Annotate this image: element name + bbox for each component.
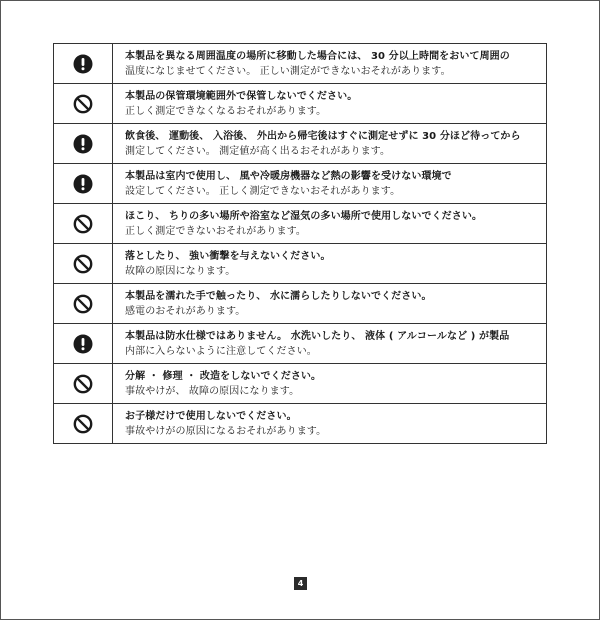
icon-cell <box>54 324 113 364</box>
caution-text-cell <box>113 364 547 404</box>
caution-text-cell <box>113 324 547 364</box>
caution-row <box>54 364 547 404</box>
caution-text-line-2: 測定してください。 測定値が高く出るおそれがあります。 <box>125 145 391 157</box>
caution-text-line-2: 事故やけが、 故障の原因になります。 <box>125 385 300 397</box>
caution-text-line-1: 分解 ・ 修理 ・ 改造をしないでください。 <box>125 370 322 382</box>
caution-text-cell <box>113 44 547 84</box>
icon-cell <box>54 164 113 204</box>
caution-text-cell <box>113 124 547 164</box>
caution-text-line-1: 本製品は室内で使用し、 風や冷暖房機器など熱の影響を受けない環境で <box>125 170 452 182</box>
exclamation-icon <box>54 134 112 154</box>
prohibition-icon <box>54 294 112 314</box>
caution-row <box>54 124 547 164</box>
prohibition-icon <box>54 214 112 234</box>
caution-text-line-2: 設定してください。 正しく測定できないおそれがあります。 <box>125 185 401 197</box>
caution-text-line-2: 内部に入らないように注意してください。 <box>125 345 317 357</box>
caution-text-line-1: 本製品を濡れた手で触ったり、 水に濡らしたりしないでください。 <box>125 290 432 302</box>
caution-text-line-1: 本製品は防水仕様ではありません。 水洗いしたり、 液体 ( アルコールなど ) が製品 <box>125 330 510 342</box>
caution-text-line-1: 本製品を異なる周囲温度の場所に移動した場合には、 30 分以上時間をおいて周囲の <box>125 50 510 62</box>
caution-text-cell <box>113 284 547 324</box>
icon-cell <box>54 204 113 244</box>
caution-text-line-2: 正しく測定できなくなるおそれがあります。 <box>125 105 327 117</box>
icon-cell <box>54 124 113 164</box>
icon-cell <box>54 364 113 404</box>
caution-row <box>54 404 547 444</box>
caution-text-cell <box>113 164 547 204</box>
prohibition-icon <box>54 374 112 394</box>
caution-text-line-2: 事故やけがの原因になるおそれがあります。 <box>125 425 327 437</box>
icon-cell <box>54 84 113 124</box>
exclamation-icon <box>54 174 112 194</box>
caution-row <box>54 284 547 324</box>
icon-cell <box>54 244 113 284</box>
prohibition-icon <box>54 414 112 434</box>
caution-row <box>54 44 547 84</box>
page-number: 4 <box>294 577 307 590</box>
caution-text-line-2: 温度になじませてください。 正しい測定ができないおそれがあります。 <box>125 65 451 77</box>
caution-text-line-1: 本製品の保管環境範囲外で保管しないでください。 <box>125 90 358 102</box>
caution-text-line-2: 正しく測定できないおそれがあります。 <box>125 225 306 237</box>
caution-table <box>53 43 547 444</box>
caution-text-line-1: ほこり、 ちりの多い場所や浴室など湿気の多い場所で使用しないでください。 <box>125 210 483 222</box>
caution-text-line-1: 落としたり、 強い衝撃を与えないください。 <box>125 250 331 262</box>
prohibition-icon <box>54 94 112 114</box>
icon-cell <box>54 284 113 324</box>
caution-row <box>54 244 547 284</box>
caution-text-line-1: お子様だけで使用しないでください。 <box>125 410 297 422</box>
caution-text-cell <box>113 84 547 124</box>
icon-cell <box>54 44 113 84</box>
caution-text-cell <box>113 244 547 284</box>
caution-row <box>54 164 547 204</box>
prohibition-icon <box>54 254 112 274</box>
caution-text-line-2: 故障の原因になります。 <box>125 265 236 277</box>
caution-text-cell <box>113 404 547 444</box>
caution-row <box>54 84 547 124</box>
icon-cell <box>54 404 113 444</box>
exclamation-icon <box>54 54 112 74</box>
caution-text-line-1: 飲食後、 運動後、 入浴後、 外出から帰宅後はすぐに測定せずに 30 分ほど待ってから <box>125 130 521 142</box>
caution-row <box>54 324 547 364</box>
caution-text-line-2: 感電のおそれがあります。 <box>125 305 246 317</box>
caution-text-cell <box>113 204 547 244</box>
exclamation-icon <box>54 334 112 354</box>
caution-row <box>54 204 547 244</box>
